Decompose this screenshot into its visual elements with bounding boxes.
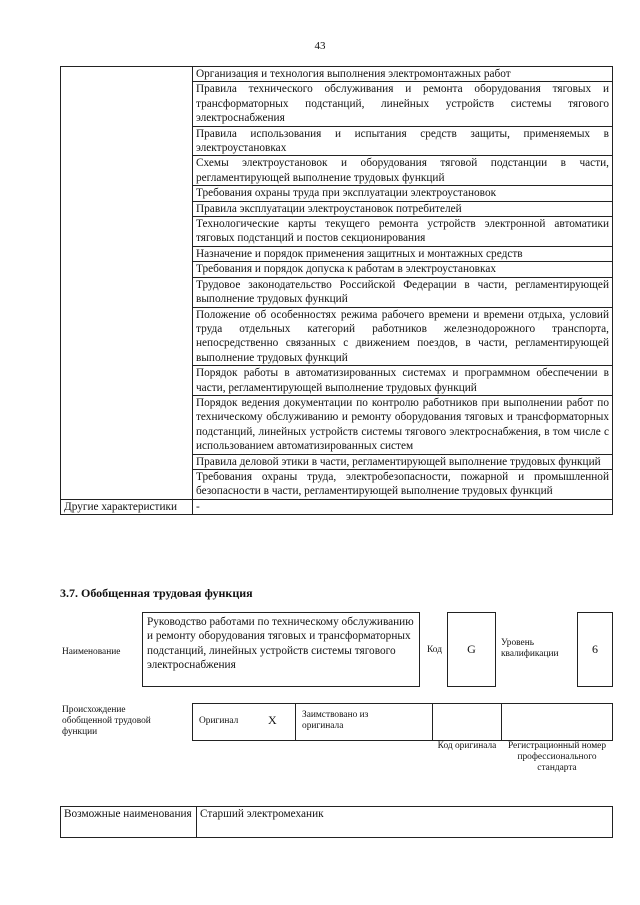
requirement-cell: Правила деловой этики в части, регламентирующей выполнение трудовых функций	[193, 454, 613, 469]
original-cell	[192, 703, 296, 741]
page-number: 43	[314, 40, 326, 52]
section-title: 3.7. Обобщенная трудовая функция	[60, 586, 253, 600]
requirement-cell: Требования охраны труда при эксплуатации электроустановок	[193, 186, 613, 201]
requirement-cell: Правила эксплуатации электроустановок потребителей	[193, 201, 613, 216]
requirement-cell: Требования охраны труда, электробезопасности, пожарной и промышленной безопасности в части, регламентирующей выполнение трудовых функций	[193, 469, 613, 499]
requirement-cell: Правила технического обслуживания и ремонта оборудования тяговых и трансформаторных подстанций, линейных устройств системы тягового электроснабжения	[193, 82, 613, 126]
requirement-cell: Требования и порядок допуска к работам в электроустановках	[193, 262, 613, 277]
borrowed-cell	[295, 703, 433, 741]
possible-names-table	[60, 806, 613, 838]
function-name-box	[142, 612, 420, 687]
other-characteristics-value: -	[193, 499, 613, 514]
requirement-cell: Схемы электроустановок и оборудования тяговой подстанции в части, регламентирующей выполнение трудовых функций	[193, 156, 613, 186]
other-characteristics-label: Другие характеристики	[61, 499, 193, 514]
level-value-box	[577, 612, 613, 687]
empty-label-cell	[61, 67, 193, 500]
origin-label: Происхождение обобщенной трудовой функции	[62, 705, 151, 737]
requirement-cell: Положение об особенностях режима рабочего времени и времени отдыха, условий труда отдельных категорий работников железнодорожного транспорта, непосредственно связанных с движением поездов, в части, регламентирующей выполнение трудовых функций	[193, 307, 613, 366]
other-characteristics-row	[61, 499, 613, 514]
original-code-caption: Код оригинала	[437, 741, 497, 751]
registration-number-caption: Регистрационный номер профессионального стандарта	[507, 741, 607, 773]
requirement-cell: Правила использования и испытания средств защиты, применяемых в электроустановках	[193, 126, 613, 156]
table-row	[61, 807, 613, 838]
original-code-cell	[432, 703, 502, 741]
requirement-cell: Порядок ведения документации по контролю работников при выполнении работ по техническому обслуживанию и ремонту оборудования тяговых и трансформаторных подстанций, линейных устройств системы тягового электроснабжения, в том числе с использованием автоматизированных систем	[193, 395, 613, 454]
code-value-box	[447, 612, 496, 687]
requirement-cell: Назначение и порядок применения защитных и монтажных средств	[193, 246, 613, 261]
registration-number-cell	[501, 703, 613, 741]
original-label: Оригинал	[199, 716, 239, 726]
code-value: G	[467, 642, 476, 656]
possible-names-label: Возможные наименования	[61, 807, 197, 838]
requirement-cell: Технологические карты текущего ремонта устройств электронной автоматики тяговых подстанций и постов секционирования	[193, 217, 613, 247]
name-label: Наименование	[62, 647, 121, 657]
requirement-cell: Организация и технология выполнения электромонтажных работ	[193, 67, 613, 82]
code-label: Код	[427, 645, 442, 655]
level-value: 6	[592, 642, 598, 656]
borrowed-label: Заимствовано из оригинала	[302, 710, 369, 731]
requirement-cell: Порядок работы в автоматизированных системах и программном обеспечении в части, регламентирующей выполнение трудовых функций	[193, 366, 613, 396]
table-row	[61, 67, 613, 82]
requirement-cell: Трудовое законодательство Российской Федерации в части, регламентирующей выполнение трудовых функций	[193, 277, 613, 307]
function-name-value: Руководство работами по техническому обслуживанию и ремонту оборудования тяговых и трансформаторных подстанций, линейных устройств системы тягового электроснабжения	[147, 616, 414, 671]
requirements-table	[60, 66, 613, 515]
original-mark: X	[268, 713, 277, 727]
possible-names-value: Старший электромеханик	[197, 807, 613, 838]
level-label: Уровень квалификации	[501, 638, 559, 659]
